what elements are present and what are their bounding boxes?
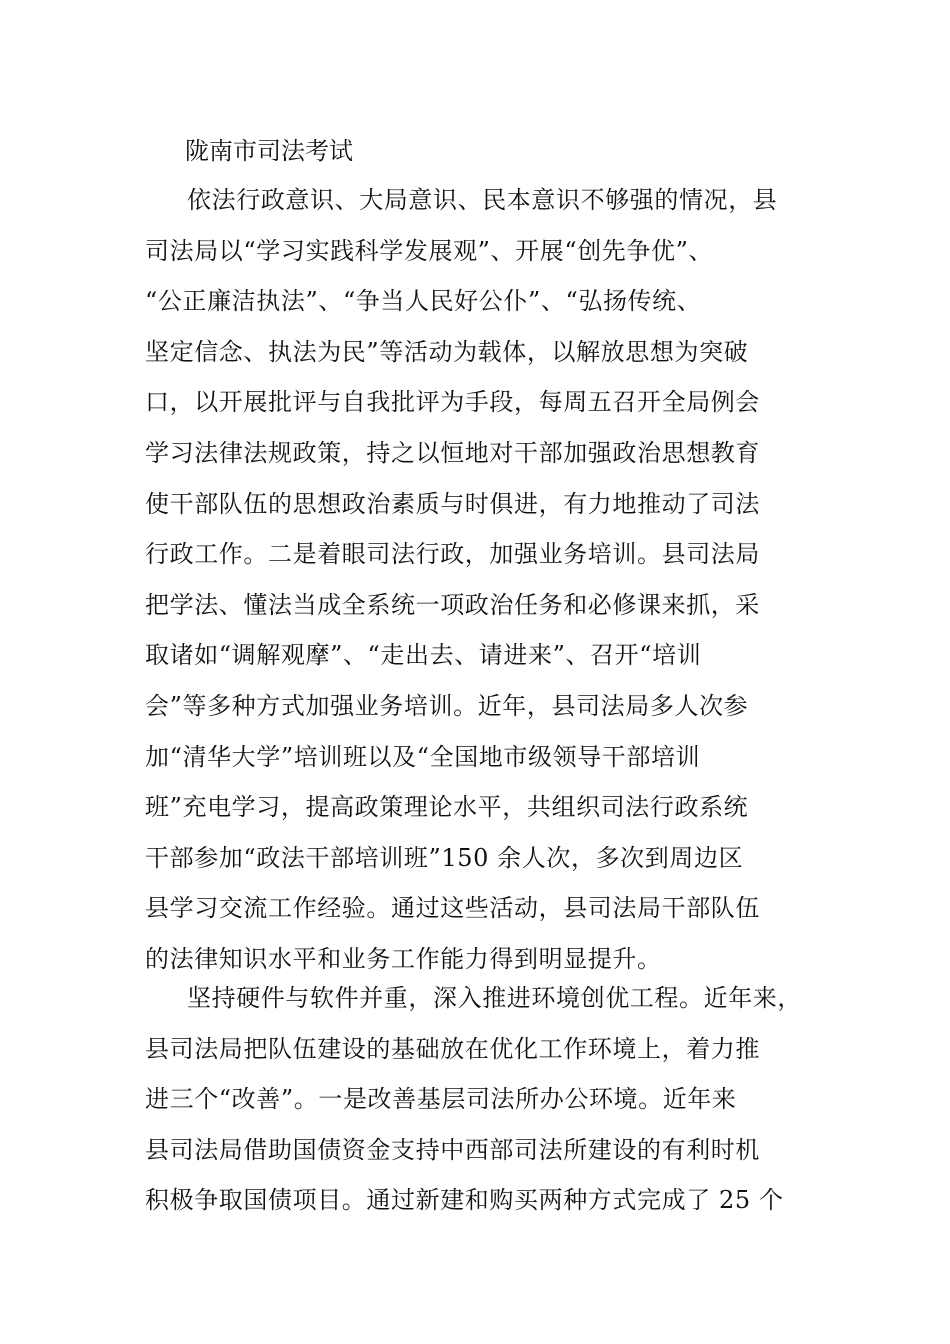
text-line: 学习法律法规政策，持之以恒地对干部加强政治思想教育 bbox=[145, 438, 760, 467]
paragraph-2 bbox=[145, 973, 815, 1226]
text-line: 口，以开展批评与自我批评为手段，每周五召开全局例会 bbox=[145, 388, 760, 417]
text-line: 行政工作。二是着眼司法行政，加强业务培训。县司法局 bbox=[145, 540, 760, 569]
paragraph-1 bbox=[145, 175, 815, 985]
text-line: 县司法局把队伍建设的基础放在优化工作环境上，着力推 bbox=[145, 1034, 760, 1063]
text-line: 取诸如“调解观摩”、“走出去、请进来”、召开“培训 bbox=[145, 641, 702, 670]
text-line: 依法行政意识、大局意识、民本意识不够强的情况，县 bbox=[187, 186, 778, 214]
text-line: 干部参加“政法干部培训班”150 余人次，多次到周边区 bbox=[145, 843, 744, 872]
text-line: 的法律知识水平和业务工作能力得到明显提升。 bbox=[145, 944, 662, 973]
text-line: “公正廉洁执法”、“争当人民好公仆”、“弘扬传统、 bbox=[145, 287, 702, 316]
text-line: 把学法、懂法当成全系统一项政治任务和必修课来抓，采 bbox=[145, 590, 760, 619]
text-line: 司法局以“学习实践科学发展观”、开展“创先争优”、 bbox=[145, 236, 714, 265]
text-line: 使干部队伍的思想政治素质与时俱进，有力地推动了司法 bbox=[145, 489, 760, 518]
text-line: 班”充电学习，提高政策理论水平，共组织司法行政系统 bbox=[145, 793, 749, 822]
text-line: 加“清华大学”培训班以及“全国地市级领导干部培训 bbox=[145, 742, 701, 771]
text-line: 坚定信念、执法为民”等活动为载体，以解放思想为突破 bbox=[145, 337, 749, 366]
text-line: 县学习交流工作经验。通过这些活动，县司法局干部队伍 bbox=[145, 894, 760, 923]
text-line: 进三个“改善”。一是改善基层司法所办公环境。近年来 bbox=[145, 1085, 737, 1114]
text-line: 县司法局借助国债资金支持中西部司法所建设的有利时机 bbox=[145, 1135, 760, 1164]
text-line: 积极争取国债项目。通过新建和购买两种方式完成了 25 个 bbox=[145, 1186, 784, 1215]
document-heading: 陇南市司法考试 bbox=[185, 137, 353, 165]
text-line: 会”等多种方式加强业务培训。近年，县司法局多人次参 bbox=[145, 691, 749, 720]
text-line: 坚持硬件与软件并重，深入推进环境创优工程。近年来， bbox=[187, 984, 802, 1012]
